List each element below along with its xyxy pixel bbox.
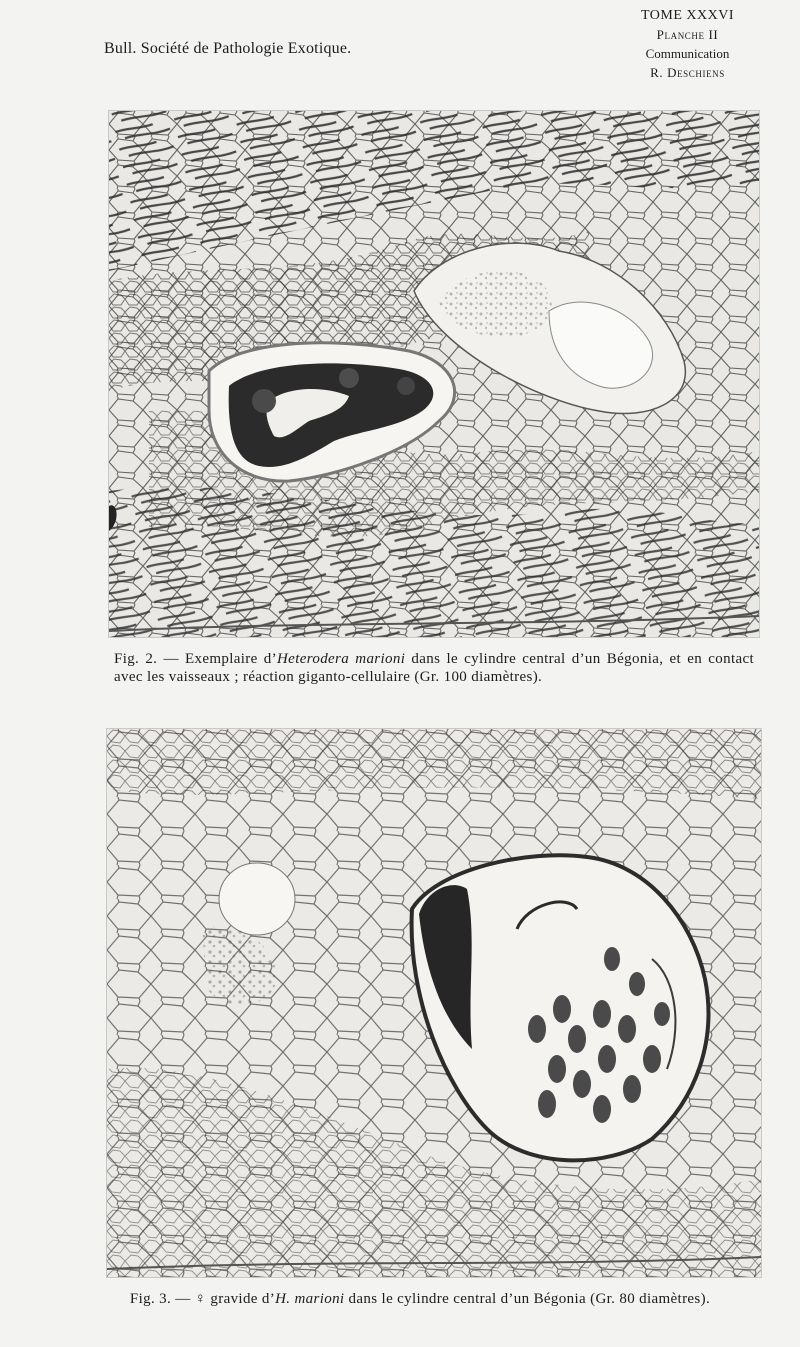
- tome-number: TOME XXXVI: [640, 8, 734, 23]
- plate-info: [641, 6, 734, 82]
- figure-3-caption-prefix: Fig. 3. — ♀ gravide d’: [129, 1291, 276, 1307]
- figure-2-species-name: Heterodera marioni: [277, 651, 406, 667]
- figure-2-caption-prefix: Fig. 2. — Exemplaire d’: [114, 651, 277, 667]
- plate-number: Planche II: [656, 27, 719, 42]
- figure-3-species-name: H. marioni: [275, 1291, 345, 1307]
- journal-title: Bull. Société de Pathologie Exotique.: [104, 40, 352, 57]
- figure-2-micrograph: [108, 110, 760, 638]
- communication-label: Communication: [645, 46, 730, 61]
- figure-3-caption: [120, 1290, 720, 1308]
- author-name: R. Deschiens: [650, 65, 725, 80]
- figure-2-caption-rest: dans le cylindre central d’un Bégonia, et en contact avec les vaisseaux ; réaction giganto-cellulaire (Gr. 100 diamètres).: [114, 651, 754, 685]
- figure-3-micrograph: [106, 728, 762, 1278]
- figure-2-caption: [114, 650, 754, 686]
- figure-3-caption-rest: dans le cylindre central d’un Bégonia (Gr. 80 diamètres).: [344, 1291, 711, 1307]
